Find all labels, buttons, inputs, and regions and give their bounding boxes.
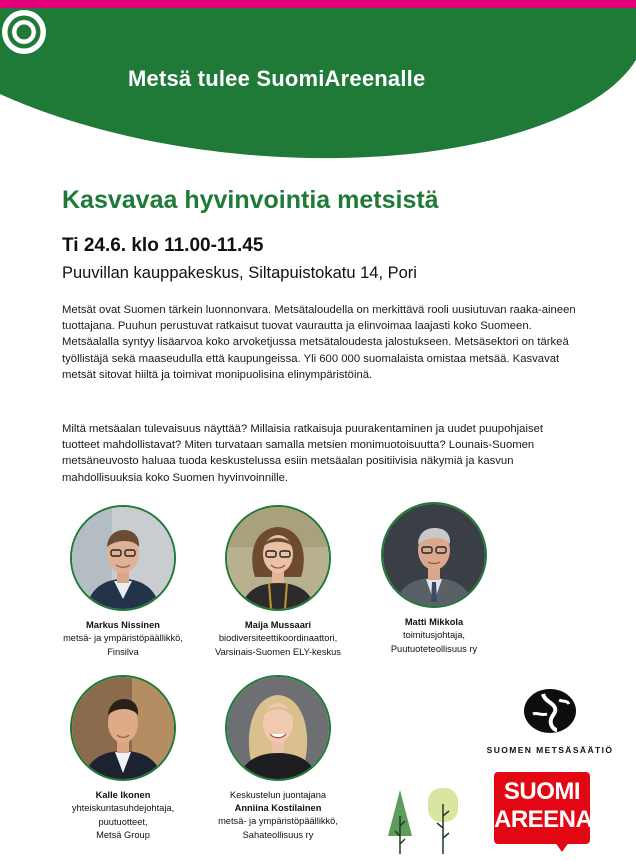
suomiareena-logo bbox=[494, 772, 593, 854]
speech-bubble-tail-icon bbox=[552, 838, 572, 852]
speaker-title: metsä- ja ympäristöpäällikkö, bbox=[63, 633, 183, 643]
speaker-organization: Puutuoteteollisuus ry bbox=[390, 643, 478, 654]
discussion-paragraph: Miltä metsäalan tulevaisuus näyttää? Millaisia ratkaisuja puurakentaminen ja uudet puupohjaiset tuotteet mahdollistavat? Miten turvataan samalla metsien monimuotoisuutta? Lounais-Suomen metsäneuvosto haluaa tuoda keskustelussa esiin metsäalan positiivisia näkymiä ja kasvun mahdollisuuksia koko Suomen hyvinvoinnille. bbox=[62, 423, 544, 484]
event-title: Kasvavaa hyvinvointia metsistä bbox=[62, 186, 439, 214]
speaker-title: toimitusjohtaja, bbox=[402, 630, 465, 640]
speaker-organization: Finsilva bbox=[107, 646, 139, 657]
moderator-organization: Sahateollisuus ry bbox=[242, 829, 314, 840]
speaker-title: biodiversiteettikoordinaattori, bbox=[218, 633, 338, 643]
header-banner bbox=[0, 8, 636, 168]
metsasaatio-logo-icon bbox=[523, 686, 577, 734]
speaker-title: yhteiskuntasuhdejohtaja, bbox=[71, 803, 175, 813]
event-location: Puuvillan kauppakeskus, Siltapuistokatu 14, Pori bbox=[62, 264, 417, 282]
tree-illustration-icon bbox=[388, 786, 460, 856]
moderator-title: metsä- ja ympäristöpäällikkö, bbox=[218, 816, 338, 826]
event-time: Ti 24.6. klo 11.00-11.45 bbox=[62, 235, 264, 256]
speaker-organization: Metsä Group bbox=[96, 830, 150, 840]
speaker-photo bbox=[381, 502, 487, 608]
moderator-photo bbox=[225, 675, 331, 781]
moderator-name: Anniina Kostilainen bbox=[234, 803, 322, 813]
speaker-organization: Varsinais-Suomen ELY-keskus bbox=[215, 646, 341, 657]
foundation-name: SUOMEN METSÄSÄÄTIÖ bbox=[486, 745, 614, 755]
speaker-name: Matti Mikkola bbox=[404, 617, 464, 627]
speaker-department: puutuotteet, bbox=[98, 816, 148, 827]
speaker-name: Maija Mussaari bbox=[244, 620, 312, 630]
moderator-card bbox=[178, 675, 378, 842]
concentric-target-icon bbox=[0, 8, 48, 56]
moderator-label: Keskustelun juontajana bbox=[229, 790, 327, 800]
speaker-photo bbox=[70, 675, 176, 781]
suomiareena-word-areena: AREENA bbox=[494, 806, 593, 833]
metsasaatio-logo bbox=[470, 686, 630, 755]
intro-paragraph: Metsät ovat Suomen tärkein luonnonvara. Metsätaloudella on merkittävä rooli uusiutuvan raaka-aineen tuottajana. Puuhun perustuvat ratkaisut tuovat vaurautta ja elinvoimaa laajasti koko Suomeen. Metsäalalla syntyy lisäarvoa koko arvoketjussa metsätaloudesta jalostukseen. Metsäsektori on tärkeä työllistäjä sekä maaseudulla että kaupungeissa. Yli 600 000 suomalaista omistaa metsää. Kasvavat metsät sitovat hiiltä ja toimivat monipuolisina elinympäristöinä. bbox=[62, 304, 576, 381]
speaker-name: Kalle Ikonen bbox=[95, 790, 151, 800]
speaker-photo bbox=[70, 505, 176, 611]
speaker-photo bbox=[225, 505, 331, 611]
top-accent-stripe bbox=[0, 0, 636, 8]
suomiareena-word-suomi: SUOMI bbox=[503, 778, 581, 805]
header-title: Metsä tulee SuomiAreenalle bbox=[128, 66, 426, 91]
speaker-name: Markus Nissinen bbox=[86, 620, 160, 630]
speaker-card bbox=[334, 502, 534, 656]
